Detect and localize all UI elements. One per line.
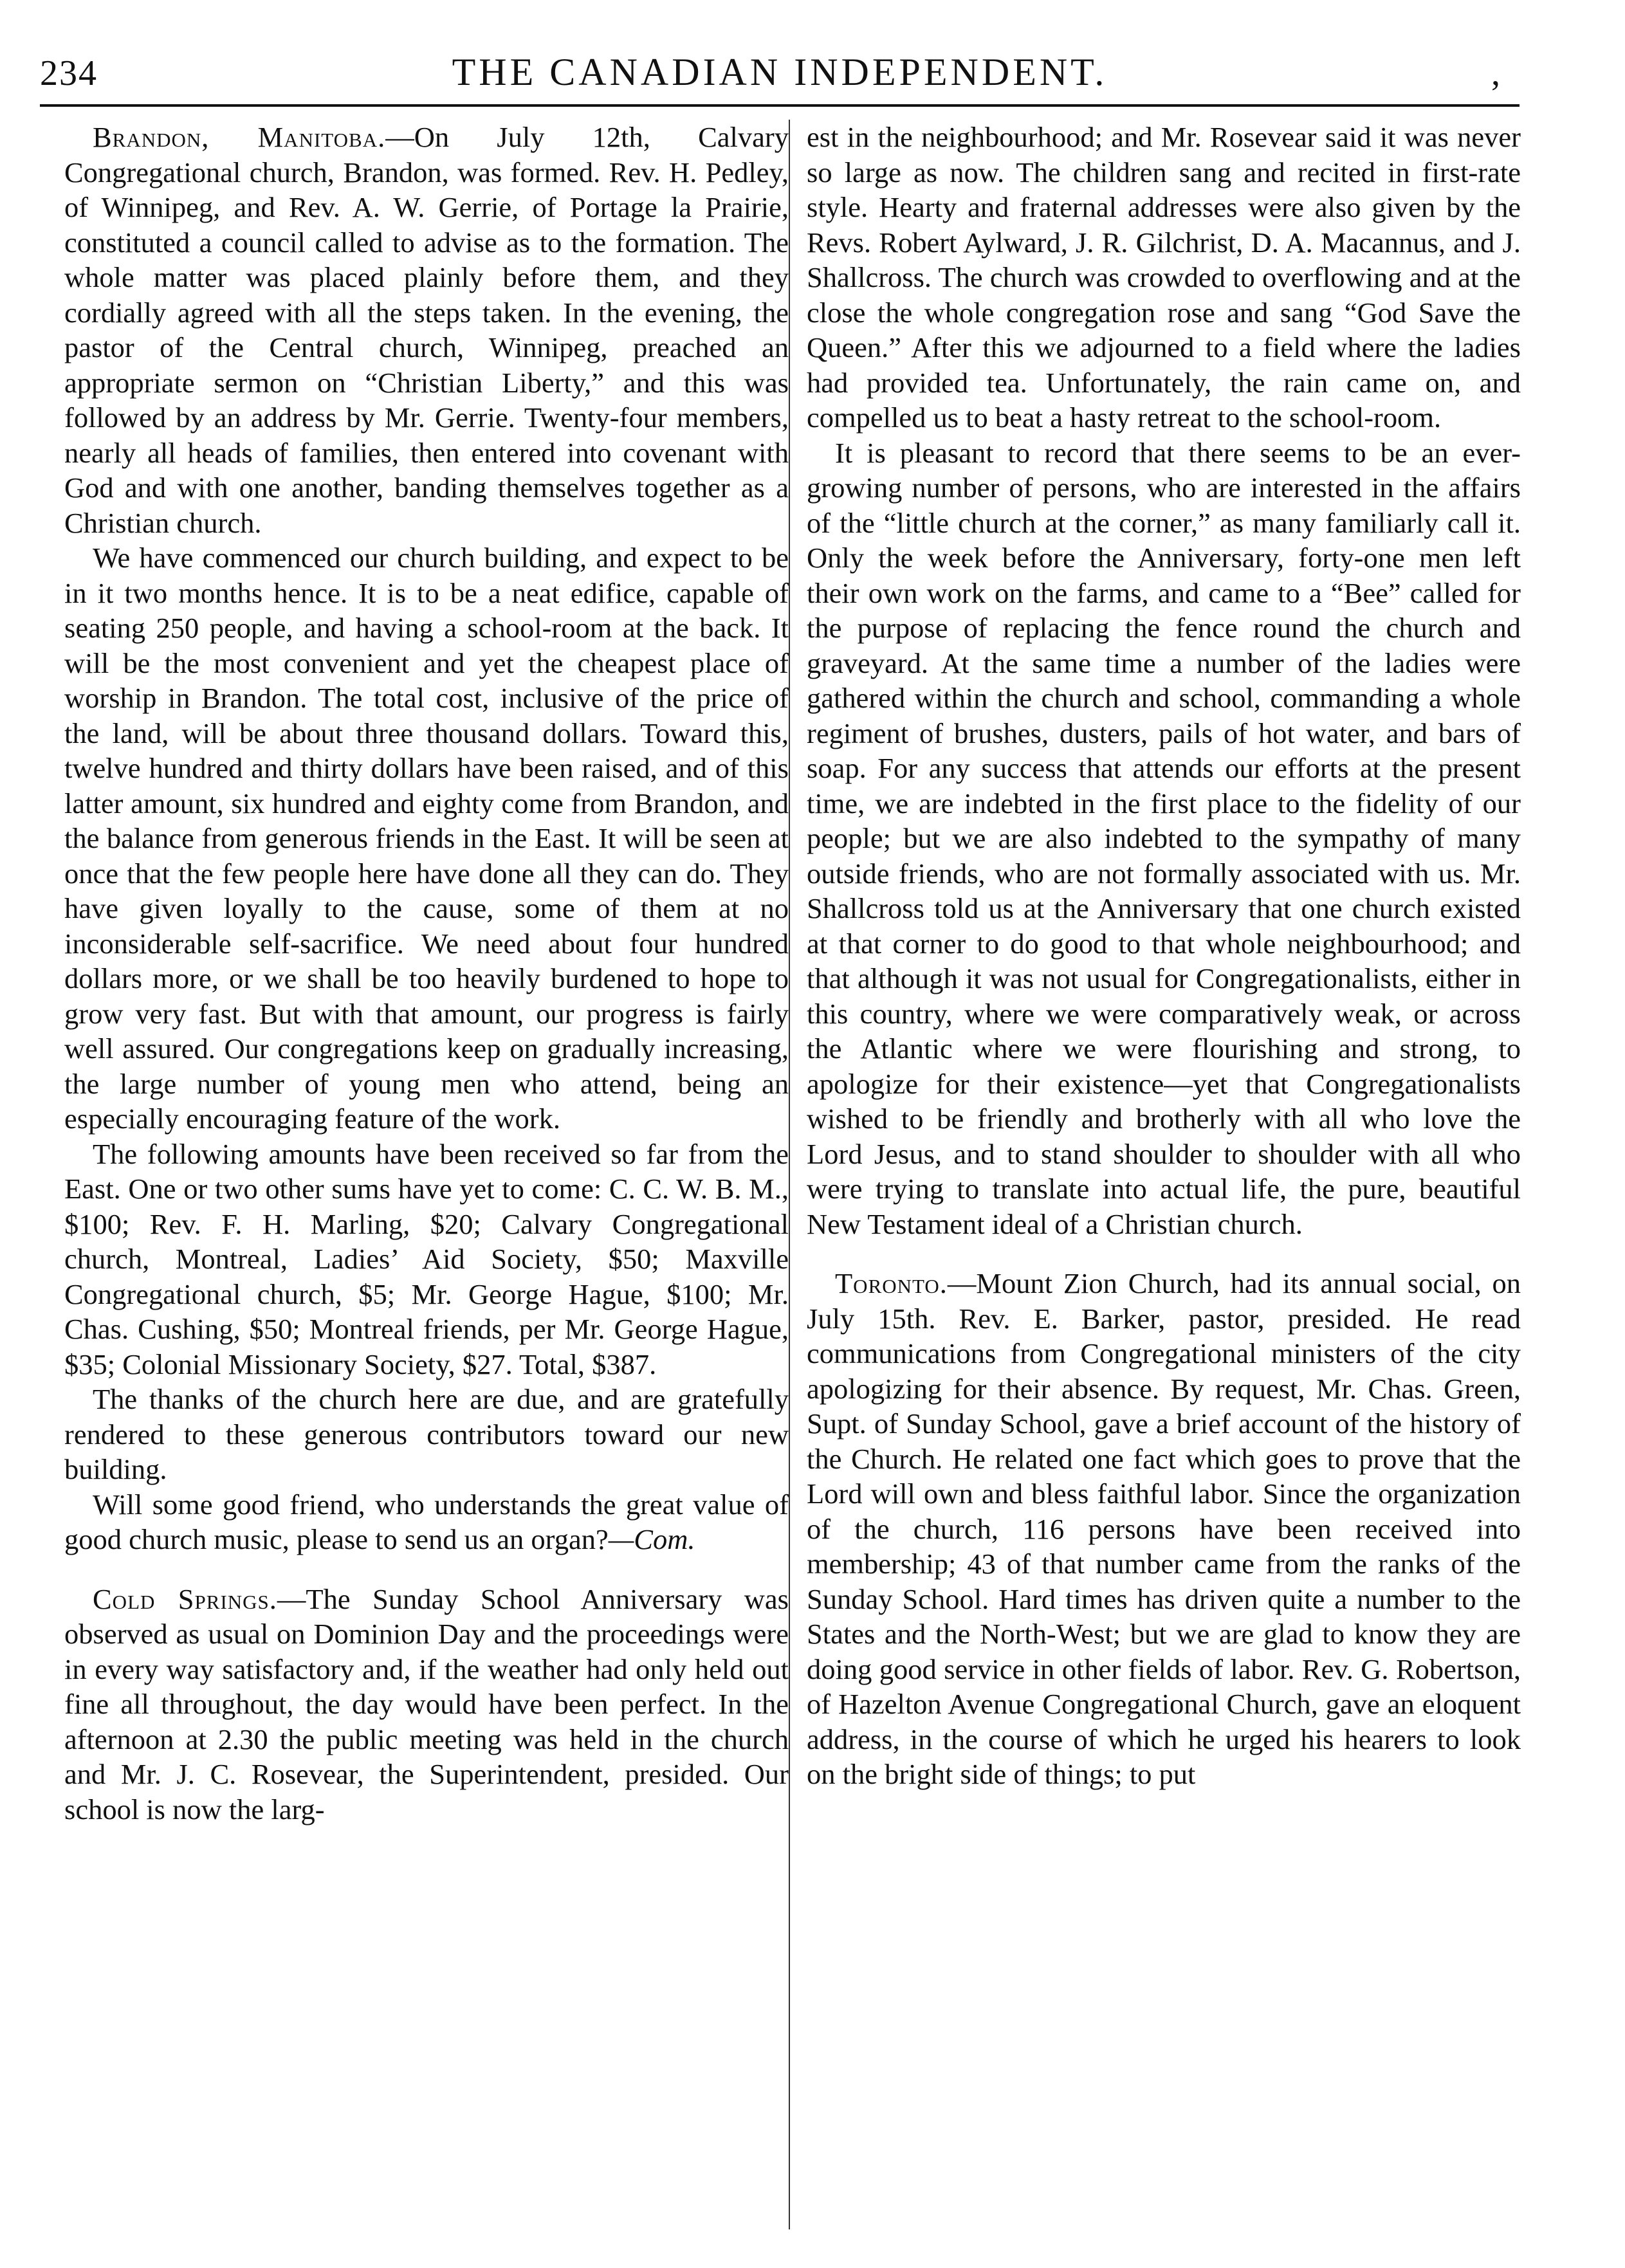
- brandon-paragraph-4: The thanks of the church here are due, and are gratefully rendered to these generous contributors toward our new building.: [64, 1383, 789, 1485]
- toronto-paragraph-1: [807, 1266, 1521, 1792]
- brandon-paragraph-1: [64, 120, 789, 540]
- left-column: [64, 120, 789, 2229]
- brandon-place-heading: Brandon, Manitoba.: [93, 121, 386, 153]
- page-number: 234: [40, 53, 98, 93]
- page-header: [40, 40, 1519, 104]
- brandon-paragraph-3: The following amounts have been received so far from the East. One or two other sums have yet to come: C. C. W. B. M., $100; Rev. F. H. Marling, $20; Calvary Congregational church, Montreal, Ladies’ Aid Society, $50; Maxville Congregational church, $5; Mr. George Hague, $100; Mr. Chas. Cushing, $50; Montreal friends, per Mr. George Hague, $35; Colonial Missionary Society, $27. Total, $387.: [64, 1137, 789, 1380]
- toronto-place-heading: Toronto.: [835, 1267, 948, 1299]
- cold-springs-place-heading: Cold Springs.: [93, 1582, 277, 1615]
- column-divider: [789, 120, 790, 2229]
- right-column: [807, 120, 1521, 2229]
- brandon-signature: —Com.: [608, 1523, 695, 1555]
- brandon-paragraph-2: We have commenced our church building, and expect to be in it two months hence. It is to be a neat edifice, capable of seating 250 people, and having a school-room at the back. It will be the most convenient and yet the cheapest place of worship in Brandon. The total cost, inclusive of the price of the land, will be about three thousand dollars. Toward this, twelve hundred and thirty dollars have been raised, and of this latter amount, six hundred and eighty come from Brandon, and the balance from generous friends in the East. It will be seen at once that the few people here have done all they can do. They have given loyally to the cause, some of them at no inconsiderable self-sacrifice. We need about four hundred dollars more, or we shall be too heavily burdened to hope to grow very fast. But with that amount, our progress is fairly well assured. Our congregations keep on gradually increasing, the large number of young men who attend, being an especially encouraging feature of the work.: [64, 542, 789, 1135]
- header-rule: [40, 104, 1519, 107]
- brandon-text-5: Will some good friend, who understands the great value of good church music, please to send us an organ?: [64, 1488, 789, 1555]
- header-mark: ,: [1491, 53, 1500, 93]
- cold-springs-paragraph-2: It is pleasant to record that there seems to be an ever-growing number of persons, who are interested in the affairs of the “little church at the corner,” as many familiarly call it. Only the week before the Anniversary, forty-one men left their own work on the farms, and came to a “Bee” called for the purpose of replacing the fence round the church and graveyard. At the same time a number of the ladies were gathered within the church and school, commanding a whole regiment of brushes, dusters, pails of hot water, and bars of soap. For any success that attends our efforts at the present time, we are indebted in the first place to the fidelity of our people; but we are also indebted to the sympathy of many outside friends, who are not formally associated with us. Mr. Shallcross told us at the Anniversary that one church existed at that corner to do good to that whole neighbourhood; and that although it was not usual for Congregationalists, either in this country, where we were comparatively weak, or across the Atlantic where we were flourishing and strong, to apologize for their existence—yet that Congregationalists wished to be friendly and brotherly with all who love the Lord Jesus, and to stand shoulder to shoulder with all who were trying to translate into actual life, the pure, beautiful New Testament ideal of a Christian church.: [807, 436, 1521, 1240]
- running-title: THE CANADIAN INDEPENDENT.: [452, 51, 1108, 93]
- brandon-paragraph-5: [64, 1487, 789, 1557]
- cold-springs-paragraph-1-continued: est in the neighbourhood; and Mr. Rosevear said it was never so large as now. The children sang and recited in first-rate style. Hearty and fraternal addresses were also given by the Revs. Robert Aylward, J. R. Gilchrist, D. A. Macannus, and J. Shallcross. The church was crowded to overflowing and at the close the whole congregation rose and sang “God Save the Queen.” After this we adjourned to a field where the ladies had provided tea. Unfortunately, the rain came on, and compelled us to beat a hasty retreat to the school-room.: [807, 121, 1521, 434]
- cold-springs-paragraph-1: [64, 1582, 789, 1827]
- cold-springs-text-1: —The Sunday School Anniversary was observed as usual on Dominion Day and the proceedings were in every way satisfactory and, if the weather had only held out fine all throughout, the day would have been perfect. In the afternoon at 2.30 the public meeting was held in the church and Mr. J. C. Rosevear, the Superintendent, presided. Our school is now the larg-: [64, 1582, 789, 1825]
- brandon-text-1: —On July 12th, Calvary Congregational church, Brandon, was formed. Rev. H. Pedley, of Winnipeg, and Rev. A. W. Gerrie, of Portage la Prairie, constituted a council called to advise as to the formation. The whole matter was placed plainly before them, and they cordially agreed with all the steps taken. In the evening, the pastor of the Central church, Winnipeg, preached an appropriate sermon on “Christian Liberty,” and this was followed by an address by Mr. Gerrie. Twenty-four members, nearly all heads of families, then entered into covenant with God and with one another, banding themselves together as a Christian church.: [64, 121, 789, 539]
- toronto-text-1: —Mount Zion Church, had its annual social, on July 15th. Rev. E. Barker, pastor, presided. He read communications from Congregational ministers of the city apologizing for their absence. By request, Mr. Chas. Green, Supt. of Sunday School, gave a brief account of the history of the Church. He related one fact which goes to prove that the Lord will own and bless faithful labor. Since the organization of the church, 116 persons have been received into membership; 43 of that number came from the ranks of the Sunday School. Hard times has driven quite a number to the States and the North-West; but we are glad to know they are doing good service in other fields of labor. Rev. G. Robertson, of Hazelton Avenue Congregational Church, gave an eloquent address, in the course of which he urged his hearers to look on the bright side of things; to put: [807, 1267, 1521, 1790]
